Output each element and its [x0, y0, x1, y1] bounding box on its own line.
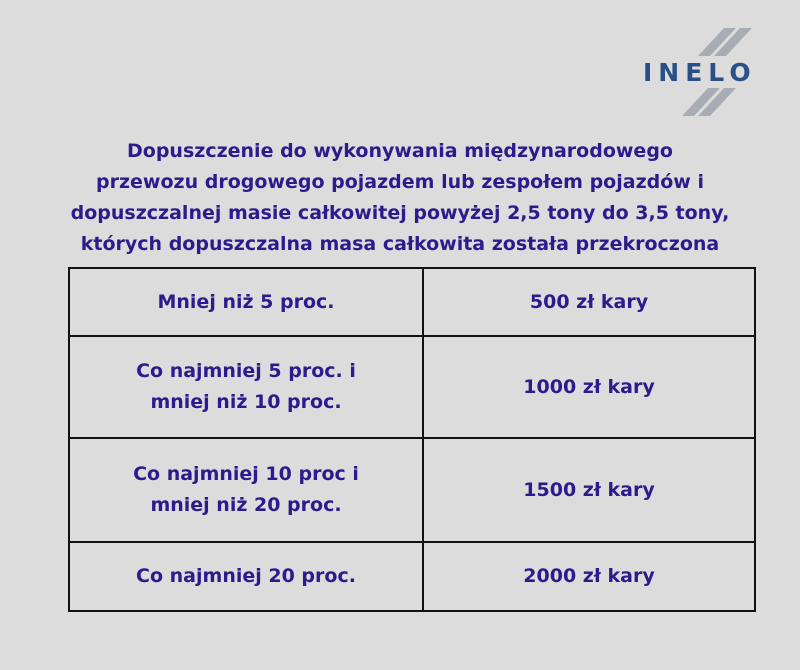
fine-cell: 2000 zł kary — [423, 542, 755, 611]
page-title — [40, 136, 760, 260]
fine-cell: 500 zł kary — [423, 268, 755, 336]
fines-table — [68, 267, 756, 612]
range-cell — [69, 336, 423, 438]
range-cell — [69, 542, 423, 611]
table-row — [69, 336, 755, 438]
range-text: mniej niż 10 proc. — [150, 391, 342, 413]
title-line: których dopuszczalna masa całkowita została przekroczona — [80, 233, 720, 255]
range-text: Co najmniej 5 proc. i — [136, 360, 356, 382]
range-text: Co najmniej 20 proc. — [136, 565, 356, 587]
inelo-logo — [640, 28, 760, 116]
table-row — [69, 438, 755, 542]
table-row — [69, 268, 755, 336]
fine-cell: 1000 zł kary — [423, 336, 755, 438]
fine-cell: 1500 zł kary — [423, 438, 755, 542]
range-text: Mniej niż 5 proc. — [157, 290, 335, 313]
range-text: mniej niż 20 proc. — [150, 494, 342, 516]
range-text: Co najmniej 10 proc i — [133, 463, 359, 485]
range-cell — [69, 438, 423, 542]
title-line: przewozu drogowego pojazdem lub zespołem pojazdów i — [96, 171, 704, 193]
table-row — [69, 542, 755, 611]
logo-wordmark: INELO — [643, 58, 757, 87]
title-line: Dopuszczenie do wykonywania międzynarodowego — [127, 140, 673, 162]
title-line: dopuszczalnej masie całkowitej powyżej 2,5 tony do 3,5 tony, — [70, 202, 730, 224]
range-cell — [69, 268, 423, 336]
